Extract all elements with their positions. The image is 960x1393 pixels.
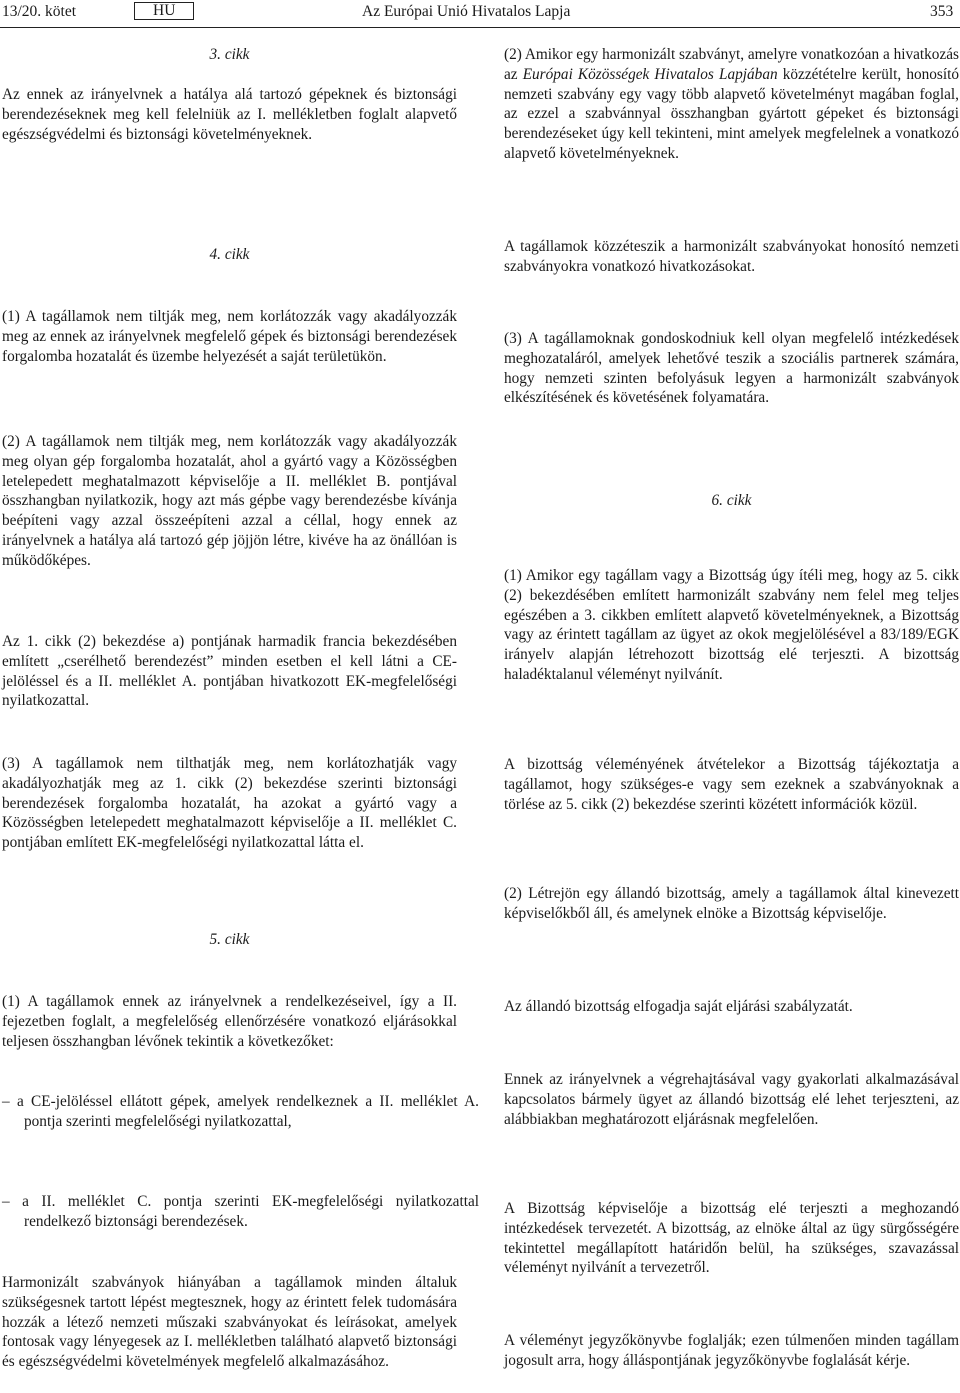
volume-label: 13/20. kötet [2,3,77,20]
article-4-title: 4. cikk [209,246,250,263]
language-badge: HU [134,2,194,20]
article-5-paragraph-3: (3) A tagállamoknak gondoskodniuk kell olyan megfelelő intézkedések meghozataláról, amelyek lehetővé teszik a szociális partnerek számára, hogy nemzeti szinten befolyásuk legyen a harmonizált szabványok elkészítésének és követésének folyamatára. [504,330,959,407]
article-6-paragraph-2-draft: A Bizottság képviselője a bizottság elé terjeszti a meghozandó intézkedések tervezetét. A bizottság, az elnöke által az ügy sürgősségére tekintettel megállapított határidőn belül, ha szükséges, szavazással véleményt nyilvánít a tervezetről. [504,1200,959,1277]
article-4-paragraph-2-continued: Az 1. cikk (2) bekezdése a) pontjának harmadik francia bekezdésében említett „cserélhető berendezést” minden esetben el kell látni a CE-jelöléssel és a II. melléklet A. pontjában hivatkozott EK-megfelelőségi nyilatkozattal. [2,633,457,710]
page-header [0,0,960,20]
article-5-paragraph-2-continued: A tagállamok közzéteszik a harmonizált szabványokat honosító nemzeti szabványokra vonatkozó hivatkozásokat. [504,238,959,275]
article-5-list-item-2: – a II. melléklet C. pontja szerinti EK-megfelelőségi nyilatkozattal rendelkező biztonsági berendezések. [2,1193,479,1230]
official-journal-reference: Európai Közösségek Hivatalos Lapjában [522,65,778,83]
article-5-title: 5. cikk [209,931,250,948]
article-5-paragraph-1: (1) A tagállamok ennek az irányelvnek a rendelkezéseivel, így a II. fejezetben foglalt, a megfelelőség ellenőrzésére vonatkozó eljárásokkal teljesen összhangban lévőnek tekintik a következőket: [2,993,457,1050]
journal-title: Az Európai Unió Hivatalos Lapja [362,3,571,20]
article-5-list-item-1: – a CE-jelöléssel ellátott gépek, amelyek rendelkeznek a II. melléklet A. pontja szerinti megfelelőségi nyilatkozattal, [2,1093,479,1130]
article-6-paragraph-1: (1) Amikor egy tagállam vagy a Bizottság úgy ítéli meg, hogy az 5. cikk (2) bekezdésében említett harmonizált szabvány nem felel meg teljes egészében a 3. cikkben említett alapvető követelményeknek, a Bizottság vagy az érintett tagállam az ügyet az okok megjelölésével a 83/189/EGK irányelv alapján létrehozott bizottság elé terjeszti. A bizottság haladéktalanul véleményt nyilvánít. [504,567,959,683]
article-4-paragraph-3: (3) A tagállamok nem tilthatják meg, nem korlátozhatják vagy akadályozhatják meg az 1. cikk (2) bekezdése szerinti biztonsági berendezések forgalomba hozatalát, ha azokat a gyártó vagy a Közösségben letelepedett meghatalmazott képviselője a II. melléklet C. pontjában említett EK-megfelelőségi nyilatkozattal látta el. [2,755,457,852]
article-6-paragraph-2-minutes: A véleményt jegyzőkönyvbe foglalják; ezen túlmenően minden tagállam jogosult arra, hogy álláspontjának jegyzőkönyvbe foglalását kérje. [504,1332,959,1369]
article-6-paragraph-1-continued: A bizottság véleményének átvételekor a Bizottság tájékoztatja a tagállamot, hogy szükséges-e vagy sem ezeknek a szabványoknak a törlése az 5. cikk (2) bekezdése szerinti közétett információk közül. [504,756,959,813]
article-4-paragraph-1: (1) A tagállamok nem tiltják meg, nem korlátozzák vagy akadályozzák meg az ennek az irányelvnek megfelelő gépek és biztonsági berendezések forgalomba hozatalát és üzembe helyezését a saját területükön. [2,308,457,365]
article-6-paragraph-2-continued: Az állandó bizottság elfogadja saját eljárási szabályzatát. [504,998,853,1015]
article-6-paragraph-2-procedure: Ennek az irányelvnek a végrehajtásával vagy gyakorlati alkalmazásával kapcsolatos bármely ügyet az állandó bizottság elé lehet terjeszteni, az alábbiakban meghatározott eljárásnak megfelelően. [504,1071,959,1128]
article-3-title: 3. cikk [209,46,250,63]
article-5-paragraph-1-continued: Harmonizált szabványok hiányában a tagállamok minden általuk szükségesnek tartott lépést megtesznek, hogy az érintett felek tudomására hozzák a létező nemzeti műszaki szabványokat és leírásokat, amelyek fontosak vagy lényegesek az I. mellékletben található alapvető biztonsági és egészségvédelmi követelmények megfelelő alkalmazásához. [2,1274,457,1371]
article-6-title: 6. cikk [711,492,752,509]
header-rule [0,27,960,28]
page-number: 353 [930,3,954,20]
article-6-paragraph-2: (2) Létrejön egy állandó bizottság, amely a tagállamok által kinevezett képviselőkből áll, és amelynek elnöke a Bizottság képviselője. [504,885,959,922]
article-4-paragraph-2: (2) A tagállamok nem tiltják meg, nem korlátozzák vagy akadályozzák meg olyan gép forgalomba hozatalát, ahol a gyártó vagy a Közösségben letelepedett meghatalmazott képviselője a II. melléklet B. pontjával összhangban nyilatkozik, hogy azt más gépbe vagy berendezésbe kívánja beépíteni vagy azzal összeépíteni azzal a céllal, hogy ennek az irányelvnek a hatálya alá tartozó gép jöjjön létre, kivéve ha az önállóan is működőképes. [2,433,457,569]
article-3-paragraph: Az ennek az irányelvnek a hatálya alá tartozó gépeknek és biztonsági berendezéseknek meg kell felelniük az I. mellékletben foglalt alapvető egészségvédelmi és biztonsági követelményeknek. [2,86,457,143]
article-5-paragraph-2: (2) Amikor egy harmonizált szabványt, amelyre vonatkozóan a hivatkozás az Európai Közösségek Hivatalos Lapjában közzétételre került, honosító nemzeti szabvány egy vagy több alapvető követelményt magában foglal, az ezzel a szabvánnyal összhangban gyártott gépeket és biztonsági berendezéseket úgy kell tekinteni, mint amelyek megfelelnek a vonatkozó alapvető követelményeknek. [504,46,960,162]
